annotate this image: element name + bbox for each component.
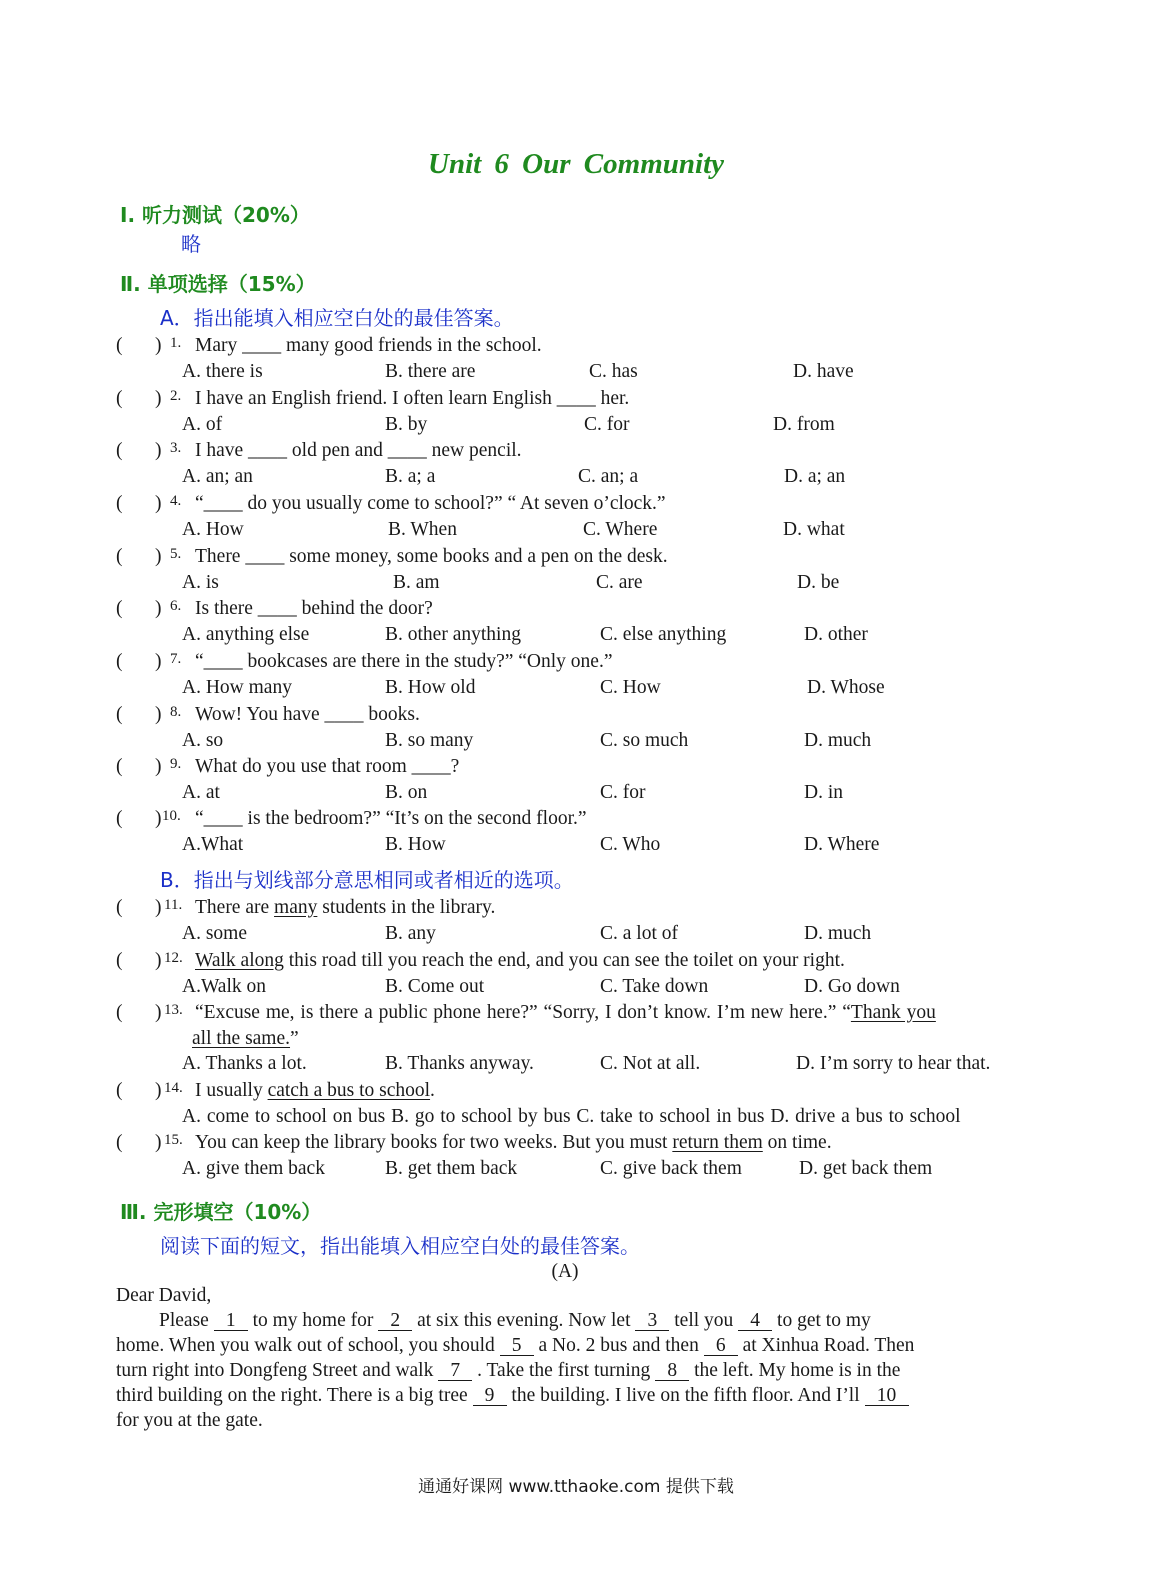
answer-paren-open: ( bbox=[116, 388, 123, 409]
answer-paren-open: ( bbox=[116, 598, 123, 619]
question-text: Mary ____ many good friends in the school. bbox=[195, 335, 542, 356]
question-number: 13. bbox=[164, 1002, 183, 1018]
option-a: A. at bbox=[182, 782, 220, 803]
option-c: C. give back them bbox=[600, 1158, 742, 1179]
option-d: D. Where bbox=[804, 834, 880, 855]
cloze-blank-2: 2 bbox=[378, 1311, 412, 1331]
underlined-phrase: many bbox=[274, 897, 318, 918]
answer-paren-open: ( bbox=[116, 440, 123, 461]
answer-paren-open: ( bbox=[116, 950, 123, 971]
answer-paren-close: ) bbox=[155, 950, 162, 971]
option-c: C. are bbox=[596, 572, 643, 593]
option-d: D. Whose bbox=[807, 677, 885, 698]
question-text: I have an English friend. I often learn English ____ her. bbox=[195, 388, 630, 409]
option-b: B. Come out bbox=[385, 976, 485, 997]
section-2-heading: Ⅱ. 单项选择（15%） bbox=[120, 272, 316, 296]
option-b: B. get them back bbox=[385, 1158, 518, 1179]
option-d: D. have bbox=[793, 361, 854, 382]
option-b: B. there are bbox=[385, 361, 476, 382]
option-c: C. else anything bbox=[600, 624, 727, 645]
question-text: “____ is the bedroom?” “It’s on the second floor.” bbox=[195, 808, 587, 829]
answer-paren-open: ( bbox=[116, 335, 123, 356]
answer-paren-close: ) bbox=[155, 808, 162, 829]
option-c: C. for bbox=[584, 414, 630, 435]
option-a: A. How bbox=[182, 519, 244, 540]
question-text: Wow! You have ____ books. bbox=[195, 704, 420, 725]
question-text: Is there ____ behind the door? bbox=[195, 598, 433, 619]
underlined-phrase: return them bbox=[672, 1132, 763, 1153]
option-d: D. get back them bbox=[799, 1158, 933, 1179]
section-3-heading: Ⅲ. 完形填空（10%） bbox=[120, 1200, 322, 1224]
question-text: I have ____ old pen and ____ new pencil. bbox=[195, 440, 522, 461]
section-1-note: 略 bbox=[181, 232, 201, 256]
passage-line-2: home. When you walk out of school, you should 5 a No. 2 bus and then 6 at Xinhua Road. Then bbox=[116, 1335, 915, 1356]
option-a: A. some bbox=[182, 923, 247, 944]
option-c: C. Not at all. bbox=[600, 1053, 701, 1074]
answer-paren-close: ) bbox=[155, 897, 162, 918]
passage-label: (A) bbox=[551, 1261, 579, 1282]
answer-paren-open: ( bbox=[116, 897, 123, 918]
answer-paren-open: ( bbox=[116, 808, 123, 829]
passage-line-1: Please 1 to my home for 2 at six this evening. Now let 3 tell you 4 to get to my bbox=[159, 1310, 871, 1331]
underlined-phrase: all the same. bbox=[192, 1028, 291, 1049]
answer-paren-open: ( bbox=[116, 704, 123, 725]
answer-paren-open: ( bbox=[116, 1080, 123, 1101]
question-number: 12. bbox=[164, 950, 183, 966]
option-a: A. How many bbox=[182, 677, 292, 698]
question-number: 6. bbox=[170, 598, 182, 614]
option-b: B. any bbox=[385, 923, 436, 944]
option-b: B. Thanks anyway. bbox=[385, 1053, 534, 1074]
option-c: C. Take down bbox=[600, 976, 709, 997]
section-2-part-b: B．指出与划线部分意思相同或者相近的选项。 bbox=[160, 868, 574, 892]
option-a: A. of bbox=[182, 414, 223, 435]
answer-paren-open: ( bbox=[116, 1002, 123, 1023]
answer-paren-open: ( bbox=[116, 1132, 123, 1153]
option-a: A. is bbox=[182, 572, 219, 593]
question-text: “____ bookcases are there in the study?” “Only one.” bbox=[195, 651, 613, 672]
question-number: 11. bbox=[164, 897, 183, 913]
question-number: 15. bbox=[164, 1132, 183, 1148]
cloze-blank-7: 7 bbox=[438, 1361, 472, 1381]
question-number: 7. bbox=[170, 651, 182, 667]
answer-paren-close: ) bbox=[155, 335, 162, 356]
page-title: Unit 6 Our Community bbox=[428, 148, 724, 180]
underlined-phrase: catch a bus to school bbox=[267, 1080, 431, 1101]
option-b: B. How old bbox=[385, 677, 476, 698]
question-number: 2. bbox=[170, 388, 182, 404]
question-number: 9. bbox=[170, 756, 182, 772]
option-c: C. How bbox=[600, 677, 661, 698]
option-a: A.What bbox=[182, 834, 244, 855]
answer-paren-close: ) bbox=[155, 440, 162, 461]
answer-paren-close: ) bbox=[155, 388, 162, 409]
answer-paren-open: ( bbox=[116, 651, 123, 672]
question-number: 10. bbox=[162, 808, 181, 824]
answer-paren-close: ) bbox=[155, 1002, 162, 1023]
option-d: D. much bbox=[804, 730, 872, 751]
option-d: D. in bbox=[804, 782, 843, 803]
option-b: B. on bbox=[385, 782, 428, 803]
option-c: C. an; a bbox=[578, 466, 639, 487]
answer-paren-close: ) bbox=[155, 1080, 162, 1101]
underlined-phrase: Thank you bbox=[850, 1002, 936, 1023]
option-d: D. a; an bbox=[784, 466, 846, 487]
question-text: I usually catch a bus to school. bbox=[195, 1080, 435, 1101]
option-a: A. give them back bbox=[182, 1158, 325, 1179]
option-d: D. Go down bbox=[804, 976, 900, 997]
option-b: B. by bbox=[385, 414, 428, 435]
answer-paren-open: ( bbox=[116, 493, 123, 514]
cloze-blank-9: 9 bbox=[473, 1386, 507, 1406]
cloze-blank-5: 5 bbox=[500, 1336, 534, 1356]
cloze-blank-10: 10 bbox=[865, 1386, 909, 1406]
options-line: A. come to school on bus B. go to school by bus C. take to school in bus D. drive a bus to school bbox=[182, 1106, 961, 1127]
underlined-phrase: Walk along bbox=[195, 950, 284, 971]
passage-line-3: turn right into Dongfeng Street and walk 7 . Take the first turning 8 the left. My home is in the bbox=[116, 1360, 901, 1381]
answer-paren-close: ) bbox=[155, 651, 162, 672]
option-b: B. other anything bbox=[385, 624, 521, 645]
section-2-part-a: A．指出能填入相应空白处的最佳答案。 bbox=[160, 306, 514, 330]
section-1-heading: Ⅰ. 听力测试（20%） bbox=[120, 203, 310, 227]
answer-paren-open: ( bbox=[116, 546, 123, 567]
question-number: 14. bbox=[164, 1080, 183, 1096]
option-d: D. from bbox=[773, 414, 835, 435]
question-text: “Excuse me, is there a public phone here?” “Sorry, I don’t know. I’m new here.” “Thank you bbox=[195, 1002, 936, 1023]
option-d: D. I’m sorry to hear that. bbox=[796, 1053, 991, 1074]
answer-paren-close: ) bbox=[155, 1132, 162, 1153]
cloze-blank-3: 3 bbox=[635, 1311, 669, 1331]
section-3-instruction: 阅读下面的短文，指出能填入相应空白处的最佳答案。 bbox=[160, 1234, 640, 1258]
option-d: D. what bbox=[783, 519, 845, 540]
question-number: 4. bbox=[170, 493, 182, 509]
option-a: A. there is bbox=[182, 361, 263, 382]
option-a: A. so bbox=[182, 730, 224, 751]
cloze-blank-1: 1 bbox=[214, 1311, 248, 1331]
option-c: C. has bbox=[589, 361, 638, 382]
option-c: C. a lot of bbox=[600, 923, 678, 944]
question-number: 5. bbox=[170, 546, 182, 562]
option-b: B. How bbox=[385, 834, 446, 855]
question-text-continued: all the same.” bbox=[192, 1028, 299, 1049]
option-d: D. other bbox=[804, 624, 868, 645]
option-d: D. be bbox=[797, 572, 840, 593]
option-b: B. a; a bbox=[385, 466, 436, 487]
answer-paren-close: ) bbox=[155, 546, 162, 567]
page-footer: 通通好课网 www.tthaoke.com 提供下载 bbox=[418, 1477, 734, 1497]
question-text: You can keep the library books for two weeks. But you must return them on time. bbox=[195, 1132, 832, 1153]
passage-line-5: for you at the gate. bbox=[116, 1410, 263, 1431]
option-b: B. When bbox=[388, 519, 457, 540]
option-a: A. Thanks a lot. bbox=[182, 1053, 307, 1074]
cloze-blank-6: 6 bbox=[704, 1336, 738, 1356]
option-c: C. so much bbox=[600, 730, 689, 751]
answer-paren-open: ( bbox=[116, 756, 123, 777]
option-d: D. much bbox=[804, 923, 872, 944]
cloze-blank-4: 4 bbox=[738, 1311, 772, 1331]
question-text: There ____ some money, some books and a pen on the desk. bbox=[195, 546, 668, 567]
answer-paren-close: ) bbox=[155, 493, 162, 514]
question-text: Walk along this road till you reach the end, and you can see the toilet on your right. bbox=[195, 950, 845, 971]
option-a: A. anything else bbox=[182, 624, 310, 645]
question-number: 3. bbox=[170, 440, 182, 456]
option-b: B. am bbox=[393, 572, 440, 593]
answer-paren-close: ) bbox=[155, 598, 162, 619]
option-c: C. Where bbox=[583, 519, 658, 540]
answer-paren-close: ) bbox=[155, 704, 162, 725]
answer-paren-close: ) bbox=[155, 756, 162, 777]
option-c: C. Who bbox=[600, 834, 661, 855]
question-text: There are many students in the library. bbox=[195, 897, 496, 918]
letter-greeting: Dear David, bbox=[116, 1285, 212, 1306]
question-number: 8. bbox=[170, 704, 182, 720]
option-c: C. for bbox=[600, 782, 646, 803]
passage-line-4: third building on the right. There is a big tree 9 the building. I live on the fifth floor. And I’ll 10 bbox=[116, 1385, 909, 1407]
question-text: “____ do you usually come to school?” “ At seven o’clock.” bbox=[195, 493, 666, 514]
option-a: A.Walk on bbox=[182, 976, 266, 997]
option-a: A. an; an bbox=[182, 466, 253, 487]
question-text: What do you use that room ____? bbox=[195, 756, 460, 777]
cloze-blank-8: 8 bbox=[655, 1361, 689, 1381]
question-number: 1. bbox=[170, 335, 182, 351]
option-b: B. so many bbox=[385, 730, 474, 751]
